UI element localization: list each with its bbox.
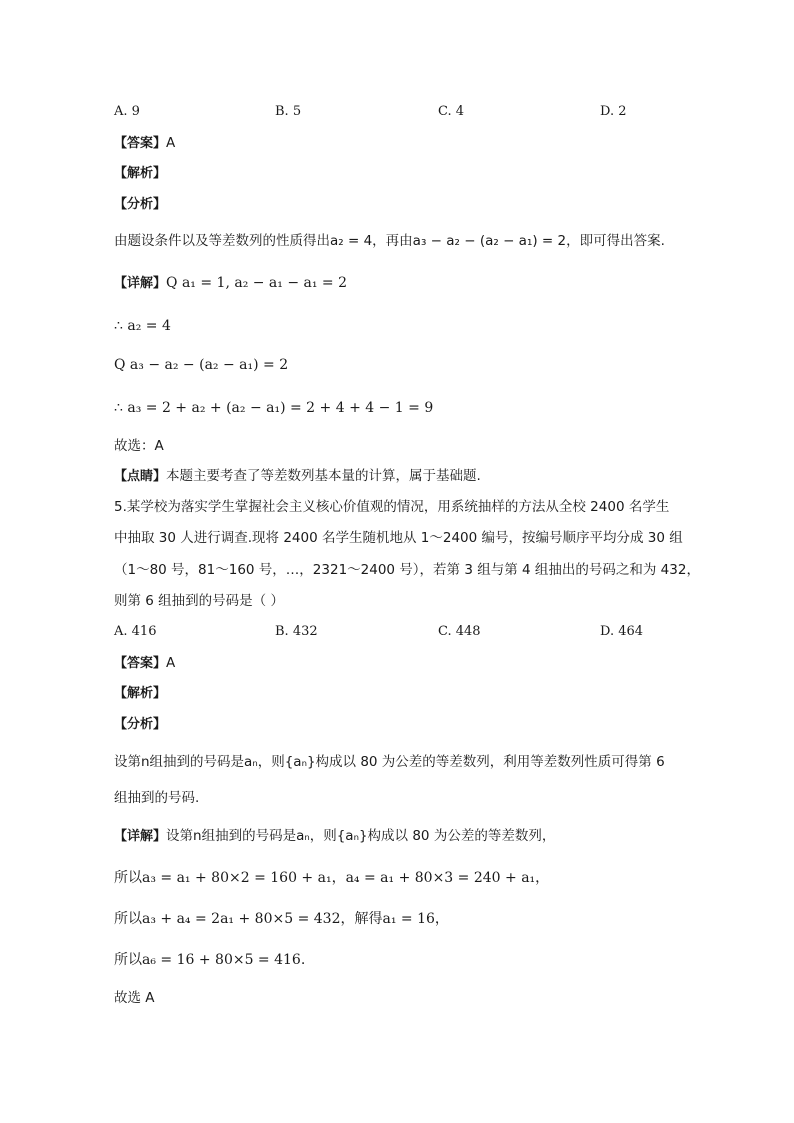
q5-option-b: B. 432 (275, 624, 318, 639)
q4-option-b: B. 5 (275, 104, 302, 119)
q5-analysis-tag: 【解析】 (114, 686, 167, 701)
q5-detail-line4: 所以a₆ = 16 + 80×5 = 416. (114, 952, 306, 968)
comment-text: 本题主要考查了等差数列基本量的计算，属于基础题. (166, 468, 481, 484)
q5-answer-line (114, 653, 175, 674)
q5-detail-line2: 所以a₃ = a₁ + 80×2 = 160 + a₁，a₄ = a₁ + 80×3 = 240 + a₁， (114, 870, 550, 886)
q5-stem-line4: 则第 6 组抽到的号码是（ ） (114, 593, 284, 609)
q5-option-c: C. 448 (438, 624, 481, 639)
q5-detail-line3: 所以a₃ + a₄ = 2a₁ + 80×5 = 432，解得a₁ = 16， (114, 911, 449, 927)
q5-fenxi-line1: 设第n组抽到的号码是aₙ，则{aₙ}构成以 80 为公差的等差数列，利用等差数列性质可得第 6 (114, 754, 665, 770)
q5-fenxi-line2: 组抽到的号码. (114, 790, 200, 806)
q4-analysis-tag: 【解析】 (114, 166, 167, 181)
q4-fenxi-tag: 【分析】 (114, 197, 167, 212)
q5-detail-line1 (114, 826, 555, 847)
detail-text: 设第n组抽到的号码是aₙ，则{aₙ}构成以 80 为公差的等差数列， (166, 828, 556, 844)
answer-tag: 【答案】 (114, 136, 167, 151)
q4-choose: 故选：A (114, 438, 164, 454)
q4-option-a: A. 9 (114, 104, 140, 119)
q4-fenxi-text: 由题设条件以及等差数列的性质得出a₂ = 4，再由a₃ − a₂ − (a₂ − a₁) = 2，即可得出答案. (114, 233, 665, 249)
detail-tag: 【详解】 (114, 829, 167, 844)
q4-detail-line1 (114, 273, 347, 294)
answer-tag: 【答案】 (114, 656, 167, 671)
q5-stem-line3: （1～80 号，81～160 号，…，2321～2400 号），若第 3 组与第 4 组抽出的号码之和为 432， (114, 562, 700, 578)
q4-option-d: D. 2 (600, 104, 627, 119)
answer-value: A (166, 135, 176, 151)
answer-value: A (166, 655, 176, 671)
q5-choose: 故选 A (114, 990, 155, 1006)
q4-detail-line3: Q a₃ − a₂ − (a₂ − a₁) = 2 (114, 357, 289, 373)
comment-tag: 【点睛】 (114, 469, 167, 484)
q4-detail-line2: ∴ a₂ = 4 (114, 318, 171, 334)
q5-fenxi-tag: 【分析】 (114, 717, 167, 732)
q5-stem-line1: 5.某学校为落实学生掌握社会主义核心价值观的情况，用系统抽样的方法从全校 2400 名学生 (114, 499, 670, 515)
detail-formula: Q a₁ = 1, a₂ − a₁ − a₁ = 2 (166, 275, 348, 291)
q5-stem-line2: 中抽取 30 人进行调查.现将 2400 名学生随机地从 1～2400 编号，按编号顺序平均分成 30 组 (114, 530, 683, 546)
detail-tag: 【详解】 (114, 276, 167, 291)
q4-detail-line4: ∴ a₃ = 2 + a₂ + (a₂ − a₁) = 2 + 4 + 4 − 1 = 9 (114, 400, 434, 416)
q4-comment-line (114, 466, 481, 487)
q4-answer-line (114, 133, 175, 154)
q5-option-a: A. 416 (114, 624, 157, 639)
q4-option-c: C. 4 (438, 104, 465, 119)
q5-option-d: D. 464 (600, 624, 644, 639)
